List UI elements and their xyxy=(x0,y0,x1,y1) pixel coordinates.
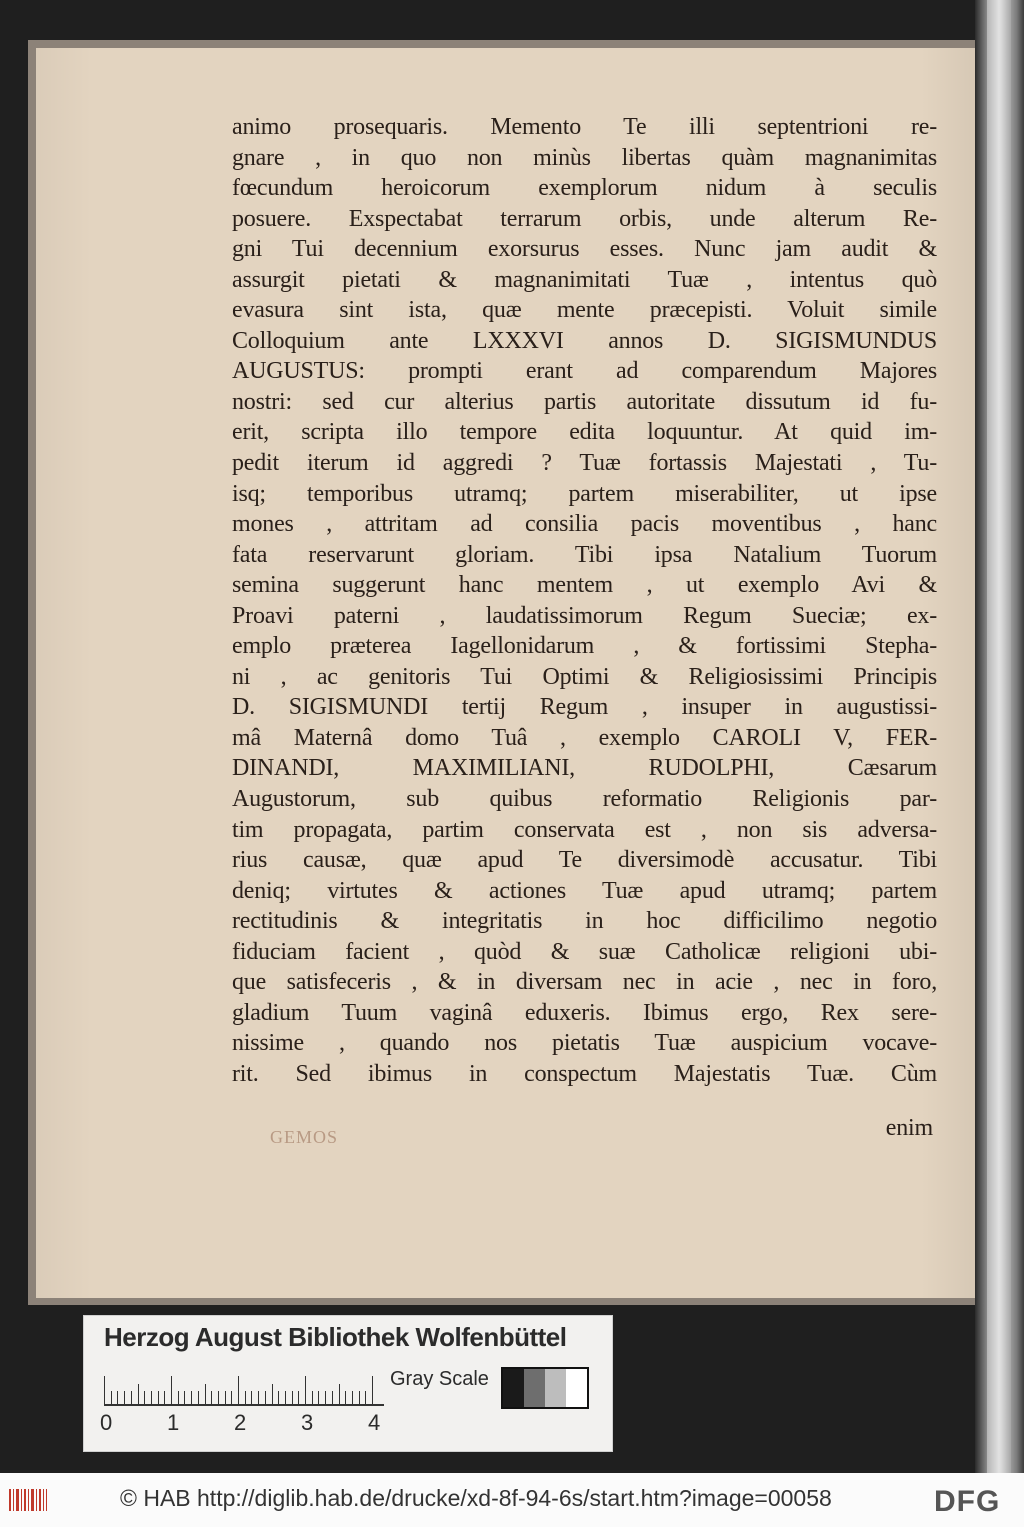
ruler-tick xyxy=(251,1391,252,1404)
text-line: DINANDI, MAXIMILIANI, RUDOLPHI, Cæsarum xyxy=(232,755,937,782)
text-line: que satisfeceris , & in diversam nec in acie , nec in foro, xyxy=(232,969,937,996)
text-line: tim propagata, partim conservata est , non sis adversa- xyxy=(232,816,937,843)
ruler-tick xyxy=(205,1384,206,1404)
ruler-tick xyxy=(352,1391,353,1404)
show-through-text: GEMOS xyxy=(270,1127,339,1147)
ruler-tick xyxy=(124,1391,125,1404)
ruler-tick xyxy=(245,1391,246,1404)
ruler-tick xyxy=(184,1391,185,1404)
ruler-tick xyxy=(285,1391,286,1404)
text-line: ni , ac genitoris Tui Optimi & Religiosissimi Principis xyxy=(232,663,937,690)
ruler-tick xyxy=(272,1384,273,1404)
text-line: animo prosequaris. Memento Te illi septentrioni re- xyxy=(232,114,937,140)
ruler-tick xyxy=(238,1376,239,1404)
ruler-tick xyxy=(131,1391,132,1404)
ruler-tick xyxy=(104,1376,105,1404)
next-page-edge xyxy=(975,0,1024,1473)
text-line: posuere. Exspectabat terrarum orbis, unde alterum Re- xyxy=(232,205,937,232)
ruler-tick xyxy=(211,1391,212,1404)
ruler-tick xyxy=(305,1376,306,1404)
text-line: evasura sint ista, quæ mente præcepisti. Voluit simile xyxy=(232,297,937,324)
ruler-tick xyxy=(225,1391,226,1404)
text-line: fœcundum heroicorum exemplorum nidum à seculis xyxy=(232,175,937,202)
reference-card xyxy=(83,1315,613,1452)
ruler-tick xyxy=(312,1391,313,1404)
text-line: nostri: sed cur alterius partis autoritate dissutum id fu- xyxy=(232,388,937,415)
ruler-tick xyxy=(171,1376,172,1404)
text-line: D. SIGISMUNDI tertij Regum , insuper in augustissi- xyxy=(232,694,937,721)
text-line: AUGUSTUS: prompti erant ad comparendum Majores xyxy=(232,358,937,385)
ruler-number: 2 xyxy=(234,1410,247,1435)
ruler-tick xyxy=(318,1391,319,1404)
ruler-tick xyxy=(151,1391,152,1404)
ruler-number: 3 xyxy=(301,1410,314,1435)
text-line: Augustorum, sub quibus reformatio Religionis par- xyxy=(232,786,937,813)
ruler-number: 0 xyxy=(100,1410,113,1435)
gray-swatch xyxy=(545,1369,566,1407)
text-line: fata reservarunt gloriam. Tibi ipsa Natalium Tuorum xyxy=(232,541,937,568)
text-line: Proavi paterni , laudatissimorum Regum Sueciæ; ex- xyxy=(232,602,937,629)
ruler-tick xyxy=(345,1391,346,1404)
page-text xyxy=(232,112,937,1090)
gray-swatch xyxy=(566,1369,587,1407)
ruler-tick xyxy=(265,1391,266,1404)
text-line: Colloquium ante LXXXVI annos D. SIGISMUNDUS xyxy=(232,327,937,354)
ruler-number: 1 xyxy=(167,1410,180,1435)
text-line: emplo præterea Iagellonidarum , & fortissimi Stepha- xyxy=(232,633,937,660)
ruler-tick xyxy=(158,1391,159,1404)
text-line: erit, scripta illo tempore edita loquuntur. At quid im- xyxy=(232,419,937,446)
dfg-logo: DFG xyxy=(934,1485,1001,1518)
ruler-tick xyxy=(191,1391,192,1404)
footer-bar xyxy=(0,1473,1024,1527)
text-line: semina suggerunt hanc mentem , ut exemplo Avi & xyxy=(232,572,937,599)
ruler-number: 4 xyxy=(368,1410,381,1435)
text-line: mâ Maternâ domo Tuâ , exemplo CAROLI V, FER- xyxy=(232,724,937,751)
text-line: pedit iterum id aggredi ? Tuæ fortassis Majestati , Tu- xyxy=(232,450,937,477)
ruler-tick xyxy=(359,1391,360,1404)
text-line: rius causæ, quæ apud Te diversimodè accusatur. Tibi xyxy=(232,847,937,874)
text-line: nissime , quando nos pietatis Tuæ auspicium vocave- xyxy=(232,1030,937,1057)
gray-swatch xyxy=(503,1369,524,1407)
ruler-tick xyxy=(117,1391,118,1404)
ruler-tick xyxy=(278,1391,279,1404)
text-line: rit. Sed ibimus in conspectum Majestatis Tuæ. Cùm xyxy=(232,1060,937,1087)
catchword: enim xyxy=(885,1115,933,1141)
text-line: mones , attritam ad consilia pacis moventibus , hanc xyxy=(232,511,937,538)
library-name: Herzog August Bibliothek Wolfenbüttel xyxy=(104,1322,567,1352)
ruler-tick xyxy=(164,1391,165,1404)
text-line: rectitudinis & integritatis in hoc difficilimo negotio xyxy=(232,908,937,935)
ruler-tick xyxy=(298,1391,299,1404)
text-line: assurgit pietati & magnanimitati Tuæ , intentus quò xyxy=(232,266,937,293)
ruler-tick xyxy=(198,1391,199,1404)
text-line: gni Tui decennium exorsurus esses. Nunc jam audit & xyxy=(232,236,937,263)
ruler-tick xyxy=(231,1391,232,1404)
ruler-tick xyxy=(178,1391,179,1404)
ruler-tick xyxy=(144,1391,145,1404)
text-line: isq; temporibus utramq; partem miserabiliter, ut ipse xyxy=(232,480,937,507)
gray-scale-label: Gray Scale xyxy=(390,1368,489,1390)
ruler-tick xyxy=(339,1384,340,1404)
ruler-tick xyxy=(332,1391,333,1404)
text-line: deniq; virtutes & actiones Tuæ apud utramq; partem xyxy=(232,877,937,904)
ruler-tick xyxy=(372,1376,373,1404)
text-line: gnare , in quo non minùs libertas quàm magnanimitas xyxy=(232,144,937,171)
ruler-tick xyxy=(325,1391,326,1404)
ruler-tick xyxy=(365,1391,366,1404)
ruler-tick xyxy=(138,1384,139,1404)
text-line: fiduciam facient , quòd & suæ Catholicæ religioni ubi- xyxy=(232,938,937,965)
text-line: gladium Tuum vaginâ eduxeris. Ibimus ergo, Rex sere- xyxy=(232,999,937,1026)
ruler-tick xyxy=(218,1391,219,1404)
gray-swatch xyxy=(524,1369,545,1407)
ruler-tick xyxy=(258,1391,259,1404)
ruler-tick xyxy=(292,1391,293,1404)
copyright-url[interactable]: © HAB http://diglib.hab.de/drucke/xd-8f-94-6s/start.htm?image=00058 xyxy=(120,1485,832,1511)
barcode-icon xyxy=(8,1487,48,1513)
gray-scale-swatch xyxy=(501,1367,589,1409)
ruler-tick xyxy=(111,1391,112,1404)
measurement-ruler xyxy=(104,1374,384,1406)
